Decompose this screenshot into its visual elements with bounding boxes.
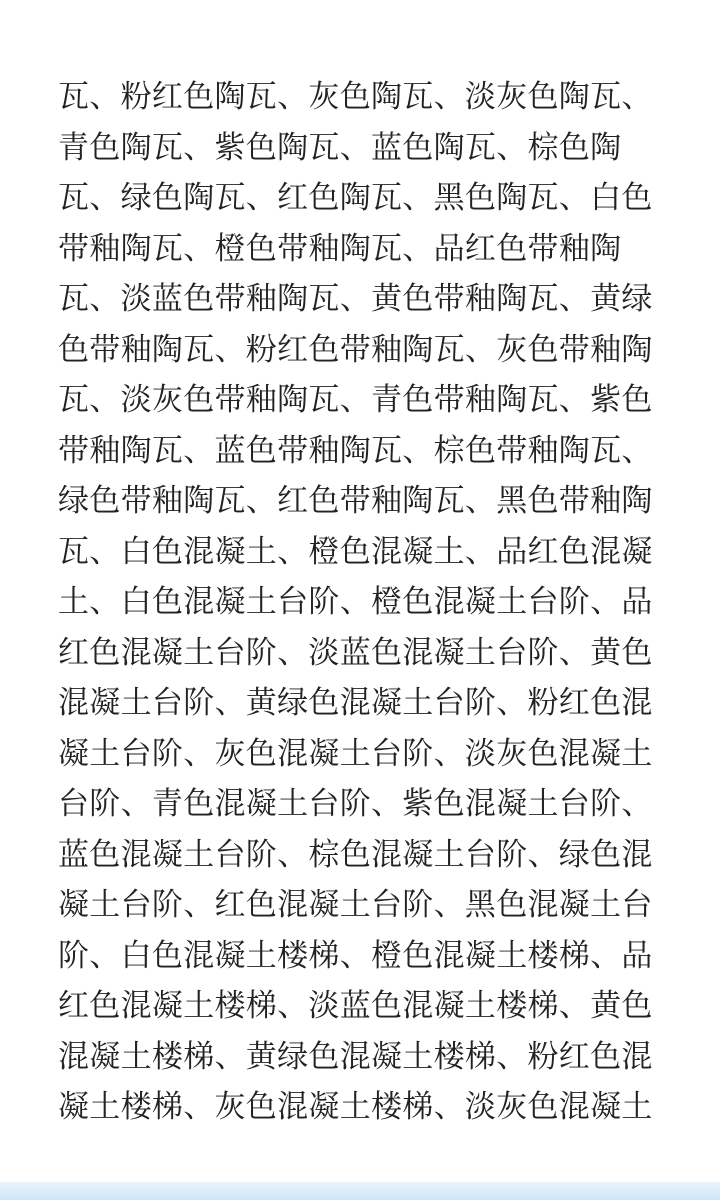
text-line: 带釉陶瓦、橙色带釉陶瓦、品红色带釉陶 — [58, 230, 622, 267]
text-line: 瓦、粉红色陶瓦、灰色陶瓦、淡灰色陶瓦、 — [58, 79, 653, 115]
text-line: 带釉陶瓦、蓝色带釉陶瓦、棕色带釉陶瓦、 — [58, 432, 653, 469]
text-line: 混凝土楼梯、黄绿色混凝土楼梯、粉红色混 — [58, 1038, 653, 1075]
text-line: 凝土楼梯、灰色混凝土楼梯、淡灰色混凝土 — [58, 1089, 653, 1125]
text-line: 土、白色混凝土台阶、橙色混凝土台阶、品 — [58, 584, 653, 620]
article-text — [58, 72, 678, 1133]
text-line: 混凝土台阶、黄绿色混凝土台阶、粉红色混 — [58, 685, 653, 721]
text-line: 瓦、白色混凝土、橙色混凝土、品红色混凝 — [58, 533, 653, 570]
text-line: 蓝色混凝土台阶、棕色混凝土台阶、绿色混 — [58, 836, 653, 873]
text-line: 瓦、淡灰色带釉陶瓦、青色带釉陶瓦、紫色 — [58, 382, 653, 418]
text-line: 阶、白色混凝土楼梯、橙色混凝土楼梯、品 — [58, 937, 653, 974]
text-line: 瓦、淡蓝色带釉陶瓦、黄色带釉陶瓦、黄绿 — [58, 281, 653, 317]
bottom-bar — [0, 1182, 720, 1200]
text-line: 凝土台阶、红色混凝土台阶、黑色混凝土台 — [58, 887, 653, 923]
text-line: 色带釉陶瓦、粉红色带釉陶瓦、灰色带釉陶 — [58, 331, 653, 368]
text-line: 瓦、绿色陶瓦、红色陶瓦、黑色陶瓦、白色 — [58, 180, 653, 216]
text-line: 凝土台阶、灰色混凝土台阶、淡灰色混凝土 — [58, 735, 653, 772]
text-line: 红色混凝土台阶、淡蓝色混凝土台阶、黄色 — [58, 634, 653, 671]
text-line: 红色混凝土楼梯、淡蓝色混凝土楼梯、黄色 — [58, 988, 653, 1024]
text-line: 青色陶瓦、紫色陶瓦、蓝色陶瓦、棕色陶 — [58, 129, 622, 166]
text-line: 台阶、青色混凝土台阶、紫色混凝土台阶、 — [58, 786, 653, 822]
text-line: 绿色带釉陶瓦、红色带釉陶瓦、黑色带釉陶 — [58, 483, 653, 519]
